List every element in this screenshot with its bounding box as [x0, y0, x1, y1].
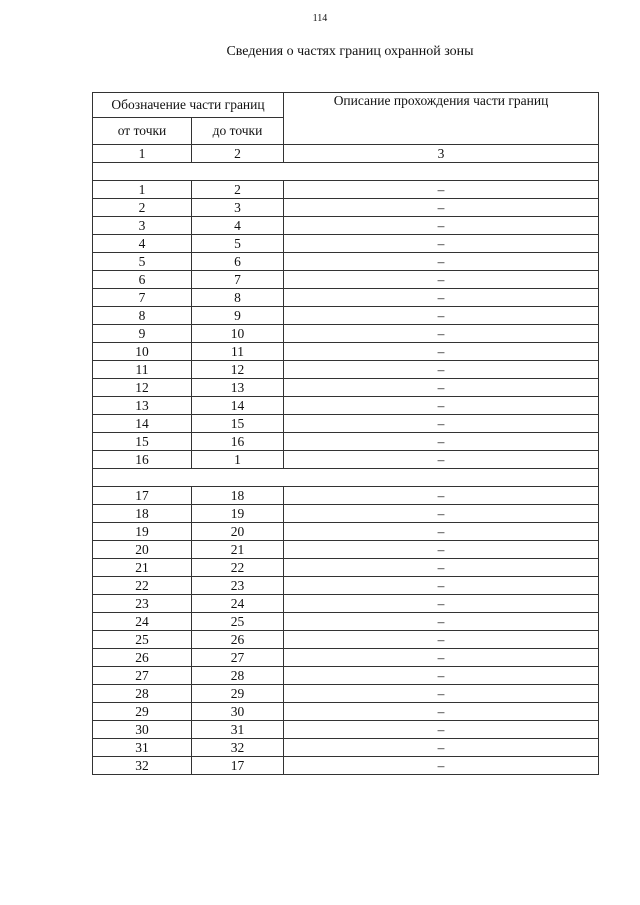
- description-cell: –: [284, 415, 599, 433]
- description-cell: –: [284, 595, 599, 613]
- description-cell: –: [284, 631, 599, 649]
- table-row: [93, 289, 599, 307]
- from-point-cell: 1: [93, 181, 192, 199]
- table-row: [93, 325, 599, 343]
- to-point-cell: 21: [192, 541, 284, 559]
- description-cell: –: [284, 757, 599, 775]
- to-point-cell: 17: [192, 757, 284, 775]
- to-point-cell: 19: [192, 505, 284, 523]
- from-point-cell: 28: [93, 685, 192, 703]
- from-point-cell: 10: [93, 343, 192, 361]
- from-point-cell: 8: [93, 307, 192, 325]
- description-cell: –: [284, 685, 599, 703]
- description-cell: –: [284, 721, 599, 739]
- header-to-point: до точки: [192, 118, 284, 145]
- description-cell: –: [284, 181, 599, 199]
- from-point-cell: 15: [93, 433, 192, 451]
- to-point-cell: 26: [192, 631, 284, 649]
- from-point-cell: 7: [93, 289, 192, 307]
- from-point-cell: 3: [93, 217, 192, 235]
- to-point-cell: 12: [192, 361, 284, 379]
- table-row: [93, 361, 599, 379]
- to-point-cell: 20: [192, 523, 284, 541]
- from-point-cell: 6: [93, 271, 192, 289]
- description-cell: –: [284, 541, 599, 559]
- from-point-cell: 23: [93, 595, 192, 613]
- to-point-cell: 11: [192, 343, 284, 361]
- from-point-cell: 31: [93, 739, 192, 757]
- to-point-cell: 1: [192, 451, 284, 469]
- table-row: [93, 415, 599, 433]
- document-title: Сведения о частях границ охранной зоны: [226, 44, 474, 59]
- to-point-cell: 22: [192, 559, 284, 577]
- section-separator-cell: [93, 163, 599, 181]
- table-row: [93, 595, 599, 613]
- from-point-cell: 13: [93, 397, 192, 415]
- from-point-cell: 22: [93, 577, 192, 595]
- from-point-cell: 2: [93, 199, 192, 217]
- from-point-cell: 14: [93, 415, 192, 433]
- from-point-cell: 16: [93, 451, 192, 469]
- to-point-cell: 16: [192, 433, 284, 451]
- header-boundary-description: Описание прохождения части границ: [284, 93, 599, 145]
- to-point-cell: 32: [192, 739, 284, 757]
- section-separator-cell: [93, 469, 599, 487]
- to-point-cell: 24: [192, 595, 284, 613]
- to-point-cell: 15: [192, 415, 284, 433]
- page-number: 114: [312, 13, 328, 24]
- table-row: [93, 181, 599, 199]
- from-point-cell: 30: [93, 721, 192, 739]
- from-point-cell: 4: [93, 235, 192, 253]
- description-cell: –: [284, 667, 599, 685]
- description-cell: –: [284, 451, 599, 469]
- column-number: 3: [284, 145, 599, 163]
- from-point-cell: 20: [93, 541, 192, 559]
- table-row: [93, 199, 599, 217]
- description-cell: –: [284, 505, 599, 523]
- description-cell: –: [284, 397, 599, 415]
- to-point-cell: 27: [192, 649, 284, 667]
- table-row: [93, 739, 599, 757]
- to-point-cell: 5: [192, 235, 284, 253]
- to-point-cell: 10: [192, 325, 284, 343]
- table-row: [93, 343, 599, 361]
- table-row: [93, 757, 599, 775]
- section-separator-row: [93, 469, 599, 487]
- description-cell: –: [284, 271, 599, 289]
- description-cell: –: [284, 289, 599, 307]
- to-point-cell: 8: [192, 289, 284, 307]
- description-cell: –: [284, 307, 599, 325]
- description-cell: –: [284, 523, 599, 541]
- from-point-cell: 18: [93, 505, 192, 523]
- from-point-cell: 32: [93, 757, 192, 775]
- from-point-cell: 21: [93, 559, 192, 577]
- from-point-cell: 5: [93, 253, 192, 271]
- header-from-point: от точки: [93, 118, 192, 145]
- description-cell: –: [284, 217, 599, 235]
- from-point-cell: 24: [93, 613, 192, 631]
- table-row: [93, 613, 599, 631]
- from-point-cell: 11: [93, 361, 192, 379]
- to-point-cell: 6: [192, 253, 284, 271]
- to-point-cell: 4: [192, 217, 284, 235]
- description-cell: –: [284, 343, 599, 361]
- table-row: [93, 721, 599, 739]
- column-numbers-row: [93, 145, 599, 163]
- to-point-cell: 25: [192, 613, 284, 631]
- table-row: [93, 487, 599, 505]
- table-row: [93, 649, 599, 667]
- to-point-cell: 3: [192, 199, 284, 217]
- to-point-cell: 9: [192, 307, 284, 325]
- from-point-cell: 9: [93, 325, 192, 343]
- to-point-cell: 28: [192, 667, 284, 685]
- to-point-cell: 13: [192, 379, 284, 397]
- table-row: [93, 685, 599, 703]
- description-cell: –: [284, 487, 599, 505]
- section-separator-row: [93, 163, 599, 181]
- table-row: [93, 235, 599, 253]
- from-point-cell: 29: [93, 703, 192, 721]
- table-row: [93, 667, 599, 685]
- description-cell: –: [284, 379, 599, 397]
- description-cell: –: [284, 199, 599, 217]
- table-row: [93, 433, 599, 451]
- description-cell: –: [284, 613, 599, 631]
- description-cell: –: [284, 559, 599, 577]
- column-number: 1: [93, 145, 192, 163]
- description-cell: –: [284, 253, 599, 271]
- table-row: [93, 559, 599, 577]
- to-point-cell: 23: [192, 577, 284, 595]
- table-row: [93, 523, 599, 541]
- from-point-cell: 26: [93, 649, 192, 667]
- description-cell: –: [284, 739, 599, 757]
- table-row: [93, 307, 599, 325]
- description-cell: –: [284, 361, 599, 379]
- to-point-cell: 2: [192, 181, 284, 199]
- description-cell: –: [284, 433, 599, 451]
- table-row: [93, 271, 599, 289]
- to-point-cell: 30: [192, 703, 284, 721]
- from-point-cell: 17: [93, 487, 192, 505]
- table-row: [93, 217, 599, 235]
- table-row: [93, 577, 599, 595]
- to-point-cell: 7: [192, 271, 284, 289]
- header-boundary-designation: Обозначение части границ: [93, 93, 284, 118]
- from-point-cell: 19: [93, 523, 192, 541]
- from-point-cell: 27: [93, 667, 192, 685]
- table-row: [93, 397, 599, 415]
- boundaries-table: [92, 92, 599, 775]
- table-row: [93, 379, 599, 397]
- from-point-cell: 25: [93, 631, 192, 649]
- table-row: [93, 541, 599, 559]
- table-body: [93, 145, 599, 775]
- description-cell: –: [284, 325, 599, 343]
- column-number: 2: [192, 145, 284, 163]
- description-cell: –: [284, 649, 599, 667]
- to-point-cell: 18: [192, 487, 284, 505]
- from-point-cell: 12: [93, 379, 192, 397]
- to-point-cell: 31: [192, 721, 284, 739]
- table-row: [93, 451, 599, 469]
- description-cell: –: [284, 235, 599, 253]
- to-point-cell: 14: [192, 397, 284, 415]
- table-row: [93, 505, 599, 523]
- description-cell: –: [284, 577, 599, 595]
- table-row: [93, 253, 599, 271]
- description-cell: –: [284, 703, 599, 721]
- to-point-cell: 29: [192, 685, 284, 703]
- table-row: [93, 703, 599, 721]
- table-row: [93, 631, 599, 649]
